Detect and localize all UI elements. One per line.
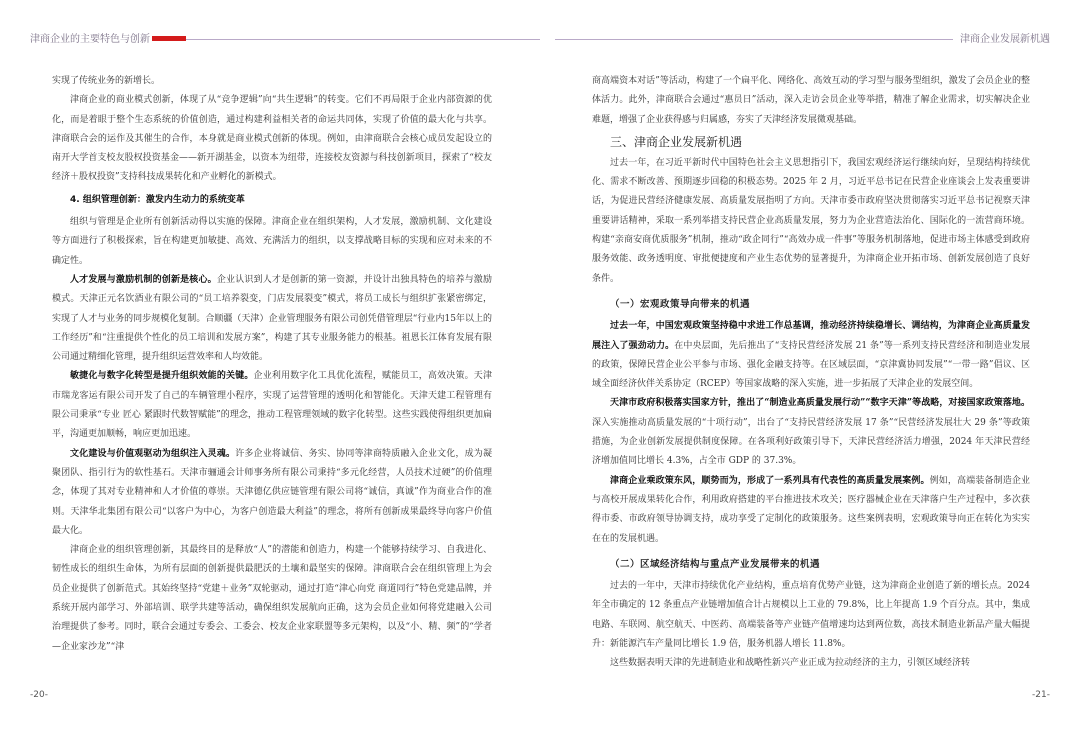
subsection-heading: （二）区域经济结构与重点产业发展带来的机遇 bbox=[610, 558, 821, 570]
left-page-column bbox=[52, 72, 492, 657]
paragraph: 过去一年，在习近平新时代中国特色社会主义思想指引下，我国宏观经济运行继续向好，呈现结构持续优化、需求不断改善、预期逐步回稳的积极态势。2025 年 2 月，习近平总书记在民营企业座谈会上发表重要讲话，为促进民营经济健康发展、高质量发展指明了方向。天津市委市政府坚决贯彻落实习近平总书记视察天津重要讲话精神，采取一系列举措支持民营企业高质量发展，努力为企业营造法治化、国际化的一流营商环境。构建“亲商安商优质服务”机制，推动“政企同行”“高效办成一件事”等服务机制落地，促进市场主体感受到政府服务效能、政务透明度、审批便捷度和产业生态优势的显著提升，为津商企业开拓市场、创新发展创造了良好条件。 bbox=[592, 157, 1030, 284]
page-number-left: -20- bbox=[30, 690, 48, 700]
paragraph: 天津市政府积极落实国家方针，推出了“制造业高质量发展行动”“数字天津”等战略，对接国家政策落地。深入实施推动高质量发展的“十项行动”，出台了“支持民营经济发展 17 条”“民营经济发展壮大 29 条”等政策措施，为企业创新发展提供制度保障。在各项利好政策引导下，天津民营经济活力增强，2024 年天津民营经济增加值同比增长 4.3%，占全市 GDP 的 37.3%。 bbox=[592, 398, 1030, 467]
paragraph: 过去一年，中国宏观政策坚持稳中求进工作总基调，推动经济持续稳增长、调结构，为津商企业高质量发展注入了强劲动力。在中央层面，先后推出了“支持民营经济发展 21 条”等一系列支持民营经济和制造业发展的政策，保障民营企业公平参与市场、强化金融支持等。在区域层面，“京津冀协同发展”“一带一路”倡议、区域全面经济伙伴关系协定（RCEP）等国家战略的深入实施，进一步拓展了天津企业的发展空间。 bbox=[592, 321, 1030, 390]
paragraph: 津商企业乘政策东风，顺势而为，形成了一系列具有代表性的高质量发展案例。例如，高端装备制造企业与高校开展成果转化合作，利用政府搭建的平台推进技术攻关；医疗器械企业在天津落户生产过程中，多次获得市委、市政府领导协调支持，成功享受了定制化的政策服务。这些案例表明，宏观政策导向正在转化为实实在在的发展机遇。 bbox=[592, 475, 1030, 544]
paragraph: 文化建设与价值观驱动为组织注入灵魂。许多企业将诚信、务实、协同等津商特质融入企业文化，成为凝聚团队、指引行为的软性基石。天津市骊通会计师事务所有限公司秉持“多元化经营，人员技术过硬”的价值理念，体现了其对专业精神和人才价值的尊崇。天津德亿供应链管理有限公司将“诚信，真诚”作为商业合作的准则。天津华北集团有限公司“以客户为中心，为客户创造最大利益”的理念，将所有创新成果最终导向客户价值最大化。 bbox=[52, 448, 492, 536]
header-right-title: 津商企业发展新机遇 bbox=[960, 34, 1050, 45]
header-accent-bar bbox=[152, 36, 186, 41]
page-number-right: -21- bbox=[1032, 690, 1050, 700]
bold-lead: 文化建设与价值观驱动为组织注入灵魂。 bbox=[70, 448, 236, 459]
paragraph: 津商企业的商业模式创新，体现了从“竞争逻辑”向“共生逻辑”的转变。它们不再局限于企业内部资源的优化，而是着眼于整个生态系统的价值创造，通过构建利益相关者的命运共同体，实现了价值的最大化与共享。津商联合会的运作及其催生的合作，本身就是商业模式创新的体现。例如，由津商联合会核心成员发起设立的南开大学首支校友股权投资基金——新开湖基金，以资本为纽带，连接校友资源与科技创新项目，探索了“校友经济＋股权投资”支持科技成果转化和产业孵化的新模式。 bbox=[52, 95, 492, 183]
paragraph: 敏捷化与数字化转型是提升组织效能的关键。企业利用数字化工具优化流程，赋能员工，高效决策。天津市瑞龙客运有限公司开发了自己的车辆管理小程序，实现了运营管理的透明化和智能化。天津天建工程管理有限公司秉承“专业 匠心 紧跟时代数智赋能”的理念，推动工程管理领域的数字化转型。这些实践使得组织更加扁平，沟通更加顺畅，响应更加迅速。 bbox=[52, 371, 492, 440]
header-divider-right bbox=[555, 39, 953, 40]
paragraph: 人才发展与激励机制的创新是核心。企业认识到人才是创新的第一资源，并设计出独具特色的培养与激励模式。天津正元名饮酒业有限公司的“员工培养裂变，门店发展裂变”模式，将员工成长与组织扩张紧密绑定，实现了人才与业务的同步规模化复制。合顺疆（天津）企业管理服务有限公司创凭借管理层“行业内15年以上的工作经历”和“注重提供个性化的员工培训和发展方案”，构建了其专业服务能力的根基。祖恩长江体育发展有限公司通过精细化管理，提升组织运营效率和人均效能。 bbox=[52, 274, 492, 363]
paragraph: 津商企业的组织管理创新，其最终目的是释放“人”的潜能和创造力，构建一个能够持续学习、自我进化、韧性成长的组织生命体，为所有层面的创新提供最肥沃的土壤和最坚实的保障。津商联合会在组织管理上为会员企业提供了创新范式。其始终坚持“党建＋业务”双轮驱动，通过打造“津心向党 商道同行”特色党建品牌，并系统开展内部学习、外部培训、联学共建等活动，确保组织发展航向正确，这为会员企业如何将党建融入公司治理提供了参考。同时，联合会通过专委会、工委会、校友企业家联盟等多元架构，以及“小、精、频”的“学者—企业家沙龙”“津 bbox=[52, 545, 492, 652]
bold-lead: 人才发展与激励机制的创新是核心。 bbox=[70, 274, 217, 285]
bold-lead: 津商企业乘政策东风，顺势而为，形成了一系列具有代表性的高质量发展案例。 bbox=[610, 475, 930, 486]
header-divider-left bbox=[152, 39, 540, 40]
section-heading: 4. 组织管理创新：激发内生动力的系统变革 bbox=[70, 194, 245, 205]
header-left-title: 津商企业的主要特色与创新 bbox=[30, 34, 150, 45]
chapter-heading: 三、津商企业发展新机遇 bbox=[610, 134, 743, 149]
paragraph: 过去的一年中，天津市持续优化产业结构，重点培育优势产业链，这为津商企业创造了新的增长点。2024 年全市确定的 12 条重点产业链增加值合计占规模以上工业的 79.8%，比上年提高 1.9 个百分点。其中，集成电路、车联网、航空航天、中医药、高端装备等产业链产值增速均达到两位数，高技术制造业新品产量大幅提升：新能源汽车产量同比增长 1.9 倍，服务机器人增长 11.8%。 bbox=[592, 581, 1030, 650]
paragraph: 这些数据表明天津的先进制造业和战略性新兴产业正成为拉动经济的主力，引领区域经济转 bbox=[610, 658, 971, 669]
bold-lead: 敏捷化与数字化转型是提升组织效能的关键。 bbox=[70, 371, 254, 382]
paragraph: 组织与管理是企业所有创新活动得以实施的保障。津商企业在组织架构，人才发展，激励机制、文化建设等方面进行了积极探索，旨在构建更加敏捷、高效、充满活力的组织，以支撑战略目标的实现和应对未来的不确定性。 bbox=[52, 217, 492, 266]
paragraph: 实现了传统业务的新增长。 bbox=[52, 76, 161, 86]
right-page-column bbox=[592, 72, 1030, 674]
bold-lead: 过去一年，中国宏观政策坚持稳中求进工作总基调，推动经济持续稳增长、调结构，为津商企业高质量发展注入了强劲动力。 bbox=[592, 321, 1030, 351]
bold-lead: 天津市政府积极落实国家方针，推出了“制造业高质量发展行动”“数字天津”等战略，对接国家政策落地。 bbox=[610, 398, 1030, 409]
paragraph: 商高端资本对话”等活动，构建了一个扁平化、网络化、高效互动的学习型与服务型组织，激发了会员企业的整体活力。此外，津商联合会通过“惠员日”活动，深入走访会员企业等举措，精准了解企业需求，切实解决企业难题，增强了企业获得感与归属感，夯实了天津经济发展微观基础。 bbox=[592, 76, 1030, 125]
subsection-heading: （一）宏观政策导向带来的机遇 bbox=[610, 298, 751, 310]
